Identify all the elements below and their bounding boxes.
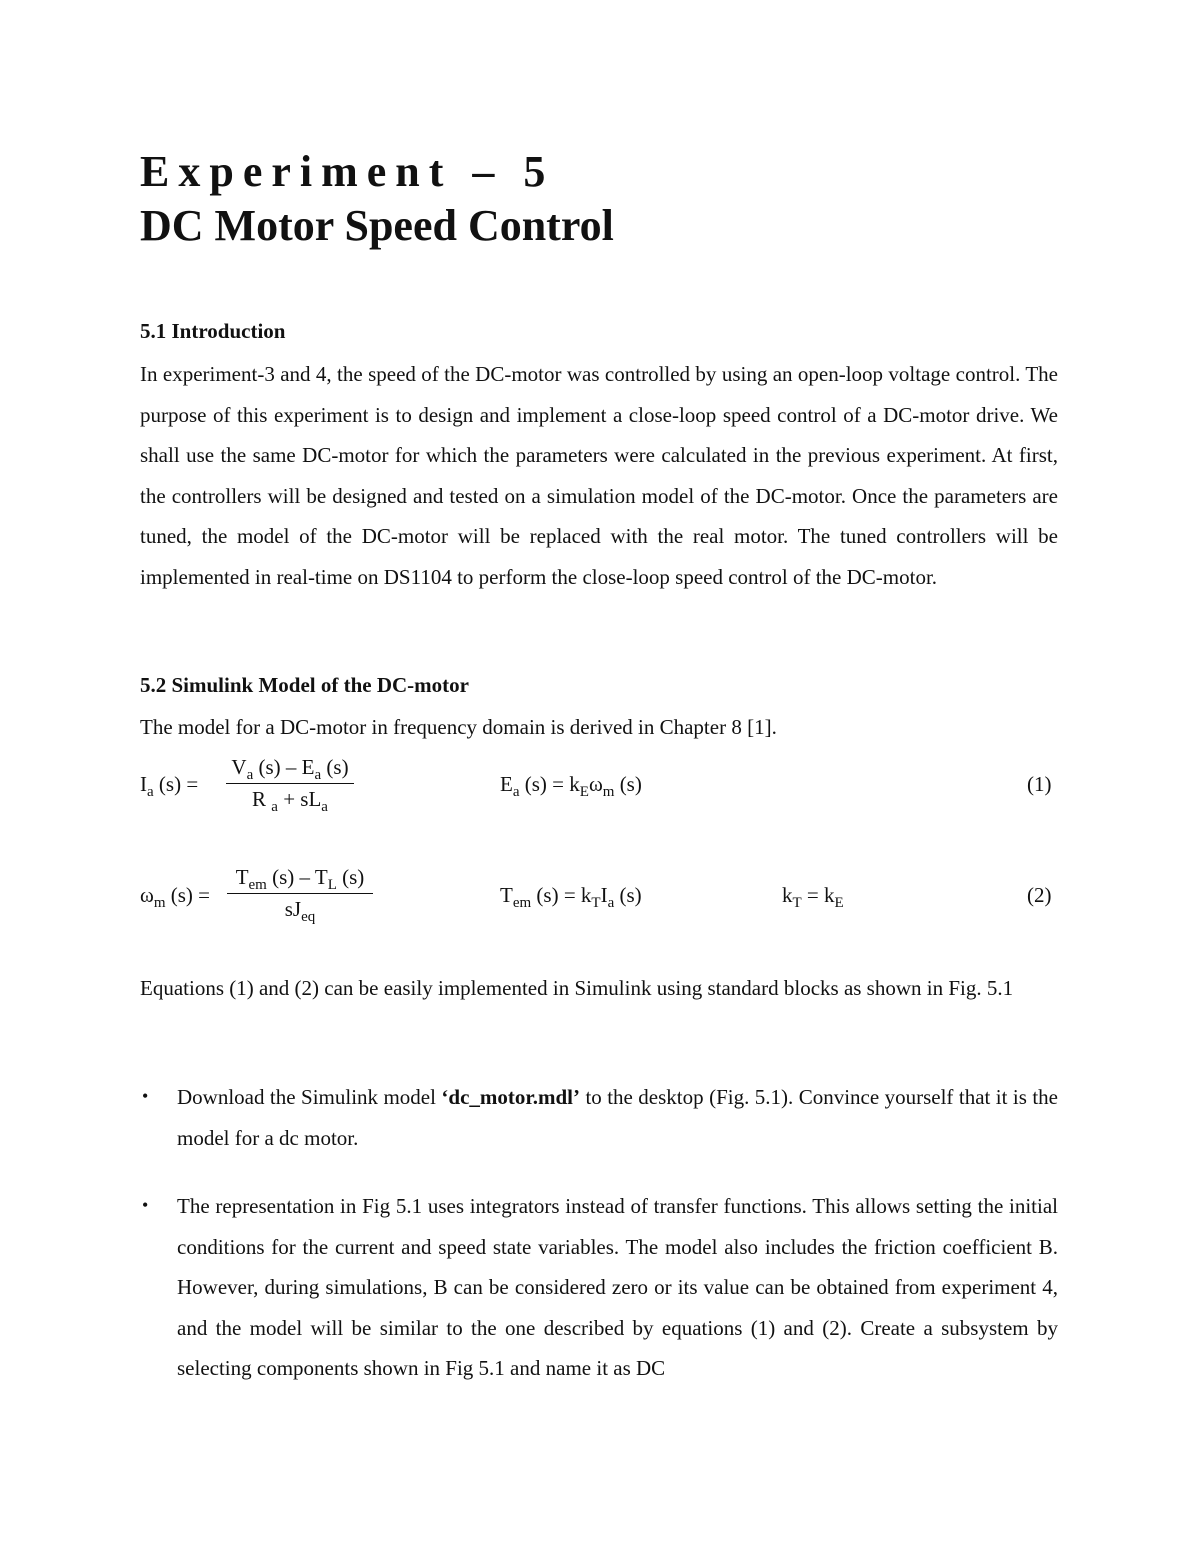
- eq2-denominator: $sJ_{eq}$: [284, 897, 316, 925]
- section-heading-introduction: 5.1 Introduction: [140, 319, 286, 343]
- eq1-lhs: $I_a$ (s) =: [140, 772, 199, 800]
- equations-implementation-paragraph: Equations (1) and (2) can be easily implemented in Simulink using standard blocks as shown in Fig. 5.1: [140, 976, 1014, 1000]
- section-heading-simulink-model: 5.2 Simulink Model of the DC-motor: [140, 673, 469, 697]
- experiment-number-title: Experiment – 5: [140, 147, 555, 196]
- eq1-back-emf: $E_a$ $(s) = k_E\omega_m$ (s): [500, 772, 642, 800]
- experiment-title: DC Motor Speed Control: [140, 201, 614, 250]
- bullet-download-model: Download the Simulink model ‘dc_motor.mdl’ to the desktop (Fig. 5.1). Convince yourself that it is the model for a dc motor.: [177, 1085, 1058, 1150]
- eq2-lhs: $\omega_m$ (s) =: [140, 883, 211, 911]
- bullet-marker-2: •: [142, 1195, 149, 1215]
- bullet-integrator-representation: The representation in Fig 5.1 uses integrators instead of transfer functions. This allows setting the initial conditions for the current and speed state variables. The model also includes the friction coefficient B. However, during simulations, B can be considered zero or its value can be obtained from experiment 4, and the model will be similar to the one described by equations (1) and (2). Create a subsystem by selecting components shown in Fig 5.1 and name it as DC: [177, 1194, 1058, 1381]
- model-intro-paragraph: The model for a DC-motor in frequency domain is derived in Chapter 8 [1].: [140, 715, 777, 739]
- eq1-denominator: R $_a + sL_a$: [252, 787, 328, 815]
- model-filename: ‘dc_motor.mdl’: [441, 1085, 581, 1109]
- eq1-fraction: [226, 755, 354, 815]
- introduction-paragraph: In experiment-3 and 4, the speed of the DC-motor was controlled by using an open-loop voltage control. The purpose of this experiment is to design and implement a close-loop speed control of a DC-motor drive. We shall use the same DC-motor for which the parameters were calculated in the previous experiment. At first, the controllers will be designed and tested on a simulation model of the DC-motor. Once the parameters are tuned, the model of the DC-motor will be replaced with the real motor. The tuned controllers will be implemented in real-time on DS1104 to perform the close-loop speed control of the DC-motor.: [140, 362, 1058, 589]
- equation-number-1: (1): [1027, 772, 1052, 796]
- eq1-numerator: $V_a$ $(s) - E_a$ (s): [231, 755, 349, 783]
- eq2-fraction: [227, 865, 373, 925]
- bullet-marker-1: •: [142, 1086, 149, 1106]
- equation-number-2: (2): [1027, 883, 1052, 907]
- eq2-constant-relation: $k_T = k_E$: [782, 883, 844, 911]
- eq2-numerator: $T_{em}$ $(s) - T_L$ (s): [235, 865, 365, 893]
- eq2-torque: $T_{em}$ $(s) = k_TI_a$ (s): [500, 883, 642, 911]
